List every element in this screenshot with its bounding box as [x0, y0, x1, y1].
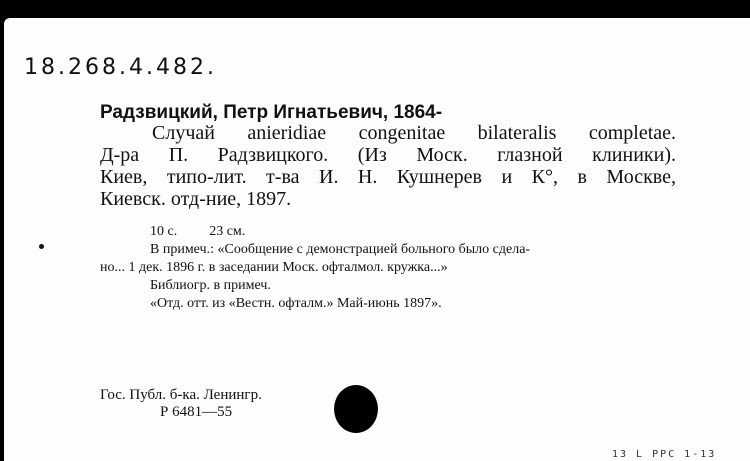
note-line: «Отд. отт. из «Вестн. офталм.» Май-июнь 1897».: [150, 296, 442, 311]
punch-mark: [39, 244, 44, 249]
physical-description: [100, 223, 678, 313]
dimensions: [150, 223, 678, 241]
title-line: Случай anieridiae congenitae bilateralis completae.: [152, 122, 676, 144]
title-line: Киев, типо-лит. т-ва И. Н. Кушнерев и К°, в Москве,: [100, 166, 676, 188]
library-number: Р 6481—55: [160, 404, 233, 420]
shelfmark: 18.268.4.482.: [24, 55, 217, 80]
hole-punch: [334, 385, 378, 433]
title-block: [100, 122, 676, 210]
title-line: Д-ра П. Радзвицкого. (Из Моск. глазной клиники).: [100, 144, 676, 166]
title-line: Киевск. отд-ние, 1897.: [100, 188, 292, 210]
size: 23 см.: [209, 224, 246, 239]
note-line: Библиогр. в примеч.: [150, 278, 271, 293]
note-line: но... 1 дек. 1896 г. в заседании Моск. офталмол. кружка...»: [100, 260, 448, 275]
library-stamp-text: [100, 387, 262, 421]
catalog-card: [4, 18, 750, 461]
library-name: Гос. Публ. б-ка. Ленингр.: [100, 387, 262, 403]
note-line: В примеч.: «Сообщение с демонстрацией больного было сдела-: [150, 242, 531, 257]
page-count: 10 с.: [150, 224, 178, 239]
corner-note: 13 L PPC 1-13: [612, 449, 717, 460]
author-heading: Радзвицкий, Петр Игнатьевич, 1864-: [100, 102, 443, 123]
